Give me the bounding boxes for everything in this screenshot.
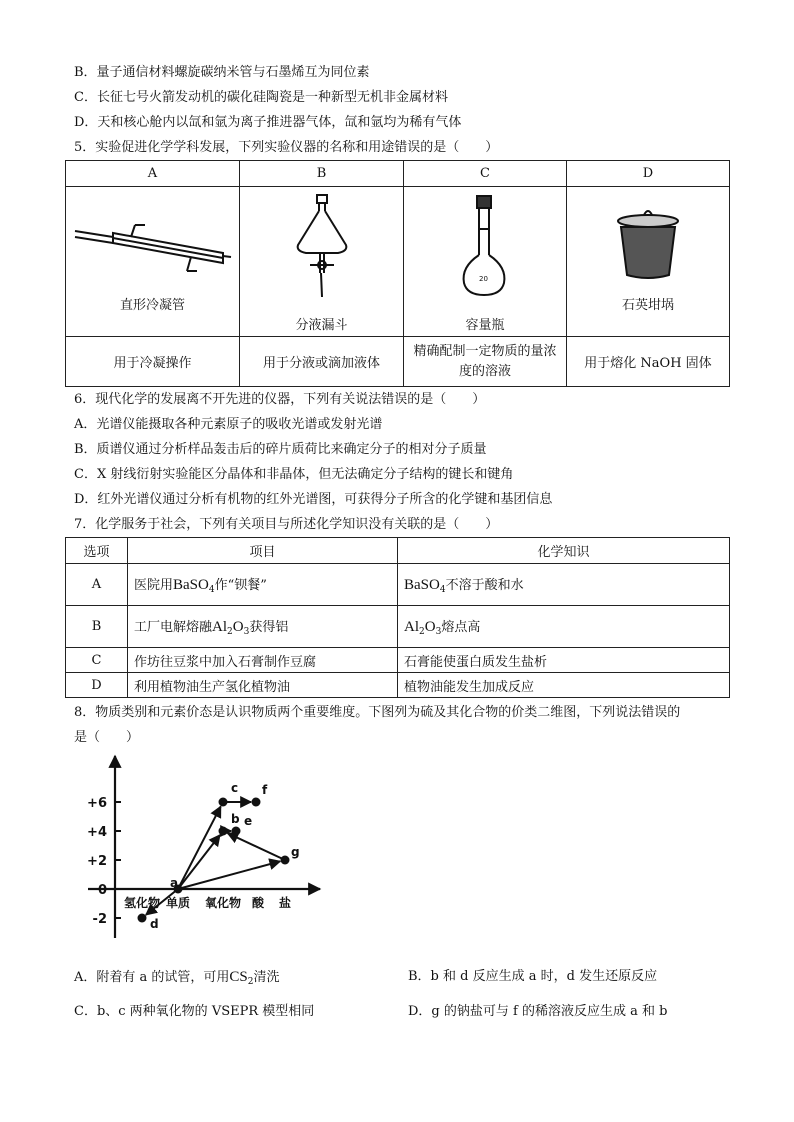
- y-tick-label: +4: [87, 825, 107, 840]
- q8-option-b: B．b 和 d 反应生成 a 时，d 发生还原反应: [408, 969, 658, 984]
- arrow-a-b: [178, 835, 220, 889]
- q5-cell-flask: [404, 187, 567, 337]
- q8-valence-class-chart: [78, 752, 328, 942]
- q4-option-b: B．量子通信材料螺旋碳纳米管与石墨烯互为同位素: [74, 65, 370, 80]
- q6-option-b: B．质谱仪通过分析样品轰击后的碎片质荷比来确定分子的相对分子质量: [74, 442, 487, 457]
- x-category-label: 氧化物: [204, 896, 242, 910]
- q6-stem: 6．现代化学的发展离不开先进的仪器，下列有关说法错误的是（ ）: [74, 392, 486, 407]
- q5-header-c: C: [404, 161, 567, 187]
- point-b: [219, 827, 228, 836]
- q7-table: [65, 537, 730, 698]
- q7-row-d-knowledge: 植物油能发生加成反应: [398, 673, 730, 698]
- q7-row-d-project: 利用植物油生产氢化植物油: [128, 673, 398, 698]
- q8-option-a: A．附着有 a 的试管，可用$CS_2$清洗: [74, 969, 280, 987]
- q5-stem: 5．实验促进化学学科发展，下列实验仪器的名称和用途错误的是（ ）: [74, 140, 499, 155]
- q6-option-c: C．X 射线衍射实验能区分晶体和非晶体，但无法确定分子结构的键长和键角: [74, 467, 514, 482]
- svg-text:20: 20: [479, 275, 488, 283]
- q5-cell-crucible: [567, 187, 730, 337]
- q7-row-b-option: B: [66, 606, 128, 648]
- q7-row-c-knowledge: 石膏能使蛋白质发生盐析: [398, 648, 730, 673]
- q8-stem-line2: 是（ ）: [74, 730, 140, 745]
- x-category-label: 单质: [165, 896, 191, 910]
- x-category-label: 氢化物: [123, 896, 161, 910]
- q5-header-b: B: [240, 161, 404, 187]
- q7-row-b-project: 工厂电解熔融$Al_2O_3$获得铝: [128, 606, 398, 648]
- separatory-funnel-image: [292, 193, 352, 303]
- q7-header-knowledge: 化学知识: [398, 538, 730, 564]
- point-e: [232, 827, 241, 836]
- x-category-label: 盐: [278, 896, 292, 910]
- q5-cell-funnel: [240, 187, 404, 337]
- q7-stem: 7．化学服务于社会，下列有关项目与所述化学知识没有关联的是（ ）: [74, 517, 499, 532]
- point-f: [252, 798, 261, 807]
- q7-row-a-knowledge: BaSO$_4$不溶于酸和水: [398, 564, 730, 606]
- q7-row-a-option: A: [66, 564, 128, 606]
- point-d: [138, 914, 147, 923]
- q7-row-c-option: C: [66, 648, 128, 673]
- arrow-g-b: [228, 833, 285, 860]
- condenser-image: [73, 209, 233, 289]
- point-g: [281, 856, 290, 865]
- q6-option-d: D．红外光谱仪通过分析有机物的红外光谱图，可获得分子所含的化学键和基团信息: [74, 492, 553, 507]
- point-label-f: f: [262, 783, 268, 797]
- q7-header-project: 项目: [128, 538, 398, 564]
- q5-name-d: 石英坩埚: [621, 298, 674, 313]
- volumetric-flask-image: [455, 193, 515, 303]
- point-c: [219, 798, 228, 807]
- q7-row-d-option: D: [66, 673, 128, 698]
- q5-header-d: D: [567, 161, 730, 187]
- q7-row-a-project: 医院用BaSO$_4$作“钡餐”: [128, 564, 398, 606]
- q5-use-b: 用于分液或滴加液体: [240, 337, 404, 387]
- q4-option-c: C．长征七号火箭发动机的碳化硅陶瓷是一种新型无机非金属材料: [74, 90, 448, 105]
- q4-option-d: D．天和核心舱内以氙和氩为离子推进器气体，氙和氩均为稀有气体: [74, 115, 462, 130]
- q5-table: [65, 160, 730, 387]
- q5-name-c: 容量瓶: [465, 318, 505, 333]
- q5-cell-condenser: [66, 187, 240, 337]
- q8-option-d: D．g 的钠盐可与 f 的稀溶液反应生成 a 和 b: [408, 1004, 668, 1019]
- arrow-a-g: [178, 861, 280, 889]
- q8-stem-line1: 8．物质类别和元素价态是认识物质两个重要维度。下图列为硫及其化合物的价类二维图，下列说法错误的: [74, 705, 681, 720]
- q5-header-a: A: [66, 161, 240, 187]
- arrow-a-c: [178, 806, 221, 889]
- q5-name-a: 直形冷凝管: [119, 298, 185, 313]
- q7-row-c-project: 作坊往豆浆中加入石膏制作豆腐: [128, 648, 398, 673]
- point-label-b: b: [231, 812, 240, 826]
- y-tick-label: +6: [87, 796, 107, 811]
- q6-option-a: A．光谱仪能摄取各种元素原子的吸收光谱或发射光谱: [74, 417, 383, 432]
- point-label-a: a: [170, 876, 179, 890]
- point-label-e: e: [244, 814, 253, 828]
- crucible-image: [613, 205, 683, 285]
- point-label-d: d: [150, 917, 159, 931]
- point-label-g: g: [291, 845, 300, 859]
- q5-use-d: 用于熔化 NaOH 固体: [567, 337, 730, 387]
- x-category-label: 酸: [251, 896, 265, 910]
- q7-header-option: 选项: [66, 538, 128, 564]
- q5-name-b: 分液漏斗: [295, 318, 348, 333]
- q5-use-c: 精确配制一定物质的量浓度的溶液: [404, 337, 567, 387]
- q5-use-a: 用于冷凝操作: [66, 337, 240, 387]
- y-tick-label: 0: [97, 883, 107, 898]
- q8-option-c: C．b、c 两种氧化物的 VSEPR 模型相同: [74, 1004, 315, 1019]
- point-label-c: c: [231, 781, 239, 795]
- y-tick-label: -2: [92, 912, 107, 927]
- y-tick-label: +2: [87, 854, 107, 869]
- q7-row-b-knowledge: $Al_2O_3$熔点高: [398, 606, 730, 648]
